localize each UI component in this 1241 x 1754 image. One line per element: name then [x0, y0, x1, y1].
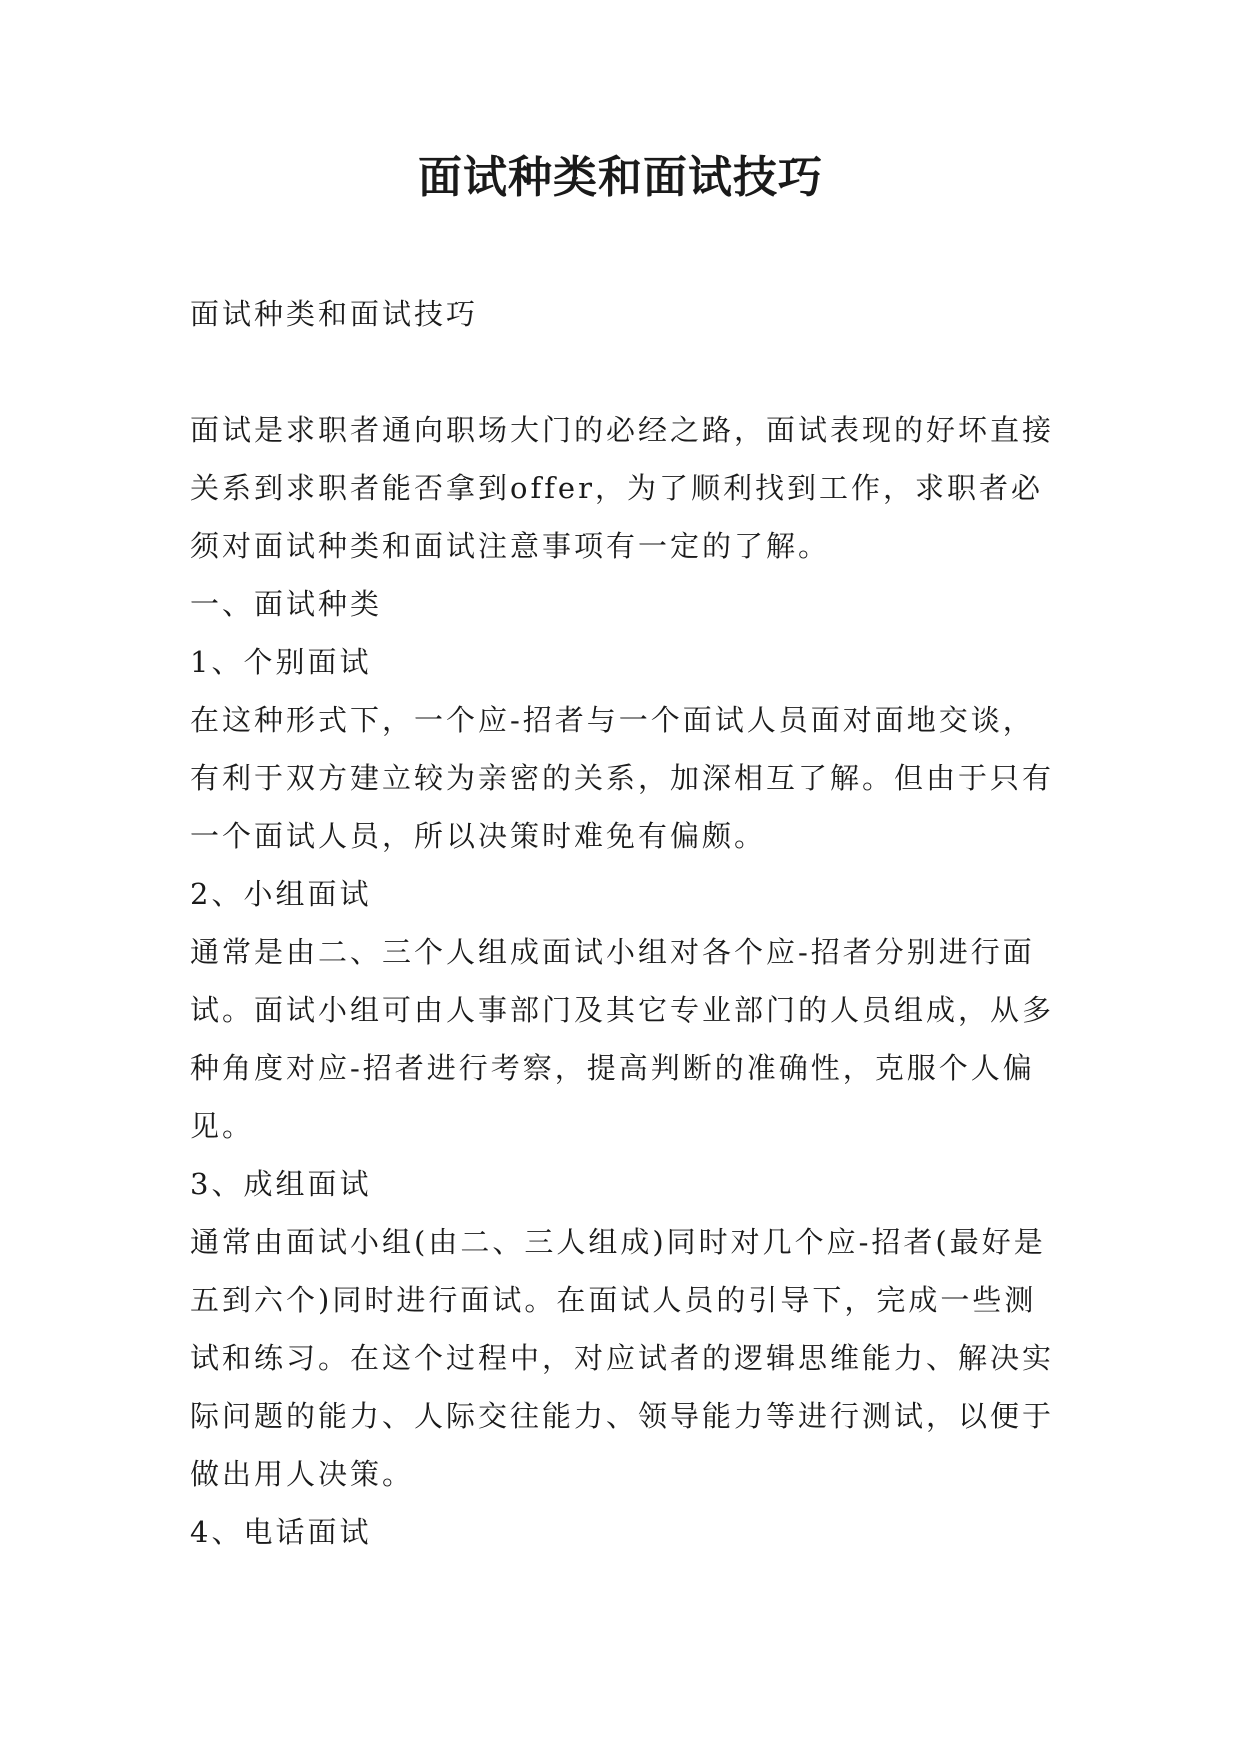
document-title: 面试种类和面试技巧: [418, 152, 823, 203]
subheading-group-interview: 3、成组面试: [190, 1167, 372, 1201]
section-heading-interview-types: 一、面试种类: [190, 587, 383, 621]
subheading-phone-interview: 4、电话面试: [190, 1515, 372, 1549]
paragraph-group-interview: 通常由面试小组(由二、三人组成)同时对几个应-招者(最好是五到六个)同时进行面试。在面试人员的引导下，完成一些测试和练习。在这个过程中，对应试者的逻辑思维能力、解决实际问题的能力、人际交往能力、领导能力等进行测试，以便于做出用人决策。: [190, 1225, 1055, 1491]
intro-paragraph: 面试是求职者通向职场大门的必经之路，面试表现的好坏直接关系到求职者能否拿到offer，为了顺利找到工作，求职者必须对面试种类和面试注意事项有一定的了解。: [190, 413, 1055, 563]
document-body: [190, 285, 1060, 1561]
document-subtitle: 面试种类和面试技巧: [190, 297, 479, 331]
subheading-panel-interview: 2、小组面试: [190, 877, 372, 911]
paragraph-individual-interview: 在这种形式下，一个应-招者与一个面试人员面对面地交谈，有利于双方建立较为亲密的关系，加深相互了解。但由于只有一个面试人员，所以决策时难免有偏颇。: [190, 703, 1055, 853]
subheading-individual-interview: 1、个别面试: [190, 645, 372, 679]
paragraph-panel-interview: 通常是由二、三个人组成面试小组对各个应-招者分别进行面试。面试小组可由人事部门及其它专业部门的人员组成，从多种角度对应-招者进行考察，提高判断的准确性，克服个人偏见。: [190, 935, 1055, 1143]
